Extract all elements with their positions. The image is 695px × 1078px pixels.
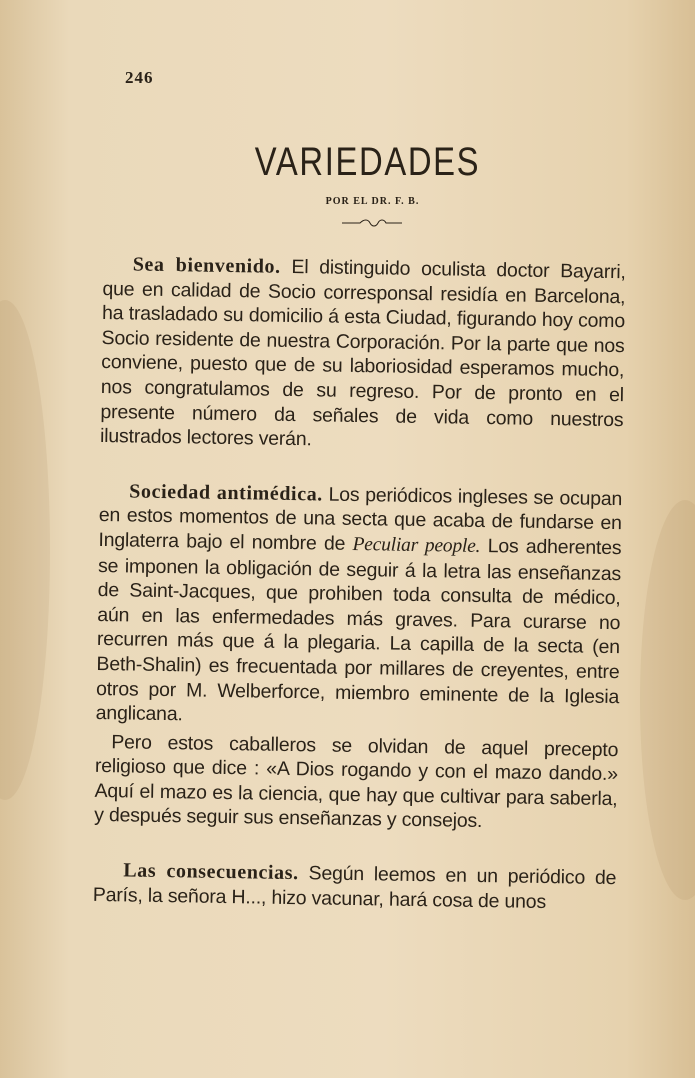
page-title: VARIEDADES [254,140,481,184]
paper-stain [640,500,695,900]
section-sea-bienvenido [100,252,626,457]
section-text: Los periódicos ingleses se ocupan en estos momentos de una secta que acaba de fundarse en Inglaterra bajo el nombre de [98,483,623,555]
article-body [93,252,626,915]
section-continuation: Pero estos caballeros se olvidan de aquel precepto religioso que dice : «A Dios rogando y con el mazo dando.» Aquí el mazo es la ciencia, que hay que cultivar para saberla, y después seguir sus enseñanzas y consejos. [93,730,619,833]
section-sociedad-antimedica [96,479,623,734]
section-heading: Sociedad antimédica. [129,480,324,506]
section-text: El distinguido oculista doctor Bayarri, que en calidad de Socio corresponsal residía en Barcelona, ha trasladado su domicilio á esta Ciudad, figurando hoy como Socio residente de nuestra Corporación. Por la parte que nos conviene, puesto que de su laboriosidad esperamos mucho, nos congratulamos de su regreso. Por de pronto en el presente número da señales de vida como nuestros ilustrados lectores verán. [99,255,626,451]
page-number: 246 [125,68,154,87]
section-text: Según leemos en un periódico de París, la señora H..., hizo vacunar, hará cosa de unos [92,862,617,913]
section-las-consecuencias [93,858,617,915]
byline: POR EL DR. F. B. [325,196,420,207]
paper-stain [0,300,50,800]
section-heading: Las consecuencias. [123,859,299,885]
ornament-divider-icon [340,218,404,228]
section-heading: Sea bienvenido. [132,253,281,278]
italic-term: Peculiar people. [352,533,481,557]
section-text: Los adherentes se imponen la obligación de seguir á la letra las enseñanzas de Saint-Jacques, que prohiben toda consulta de médico, aún en las enfermedades más graves. Para curarse no recurren más que á la plegaria. La capilla de la secta (en Beth-Shalin) es frecuentada por millares de creyentes, entre otros por M. Welberforce, miembro eminente de la Iglesia anglicana. [95,535,622,726]
